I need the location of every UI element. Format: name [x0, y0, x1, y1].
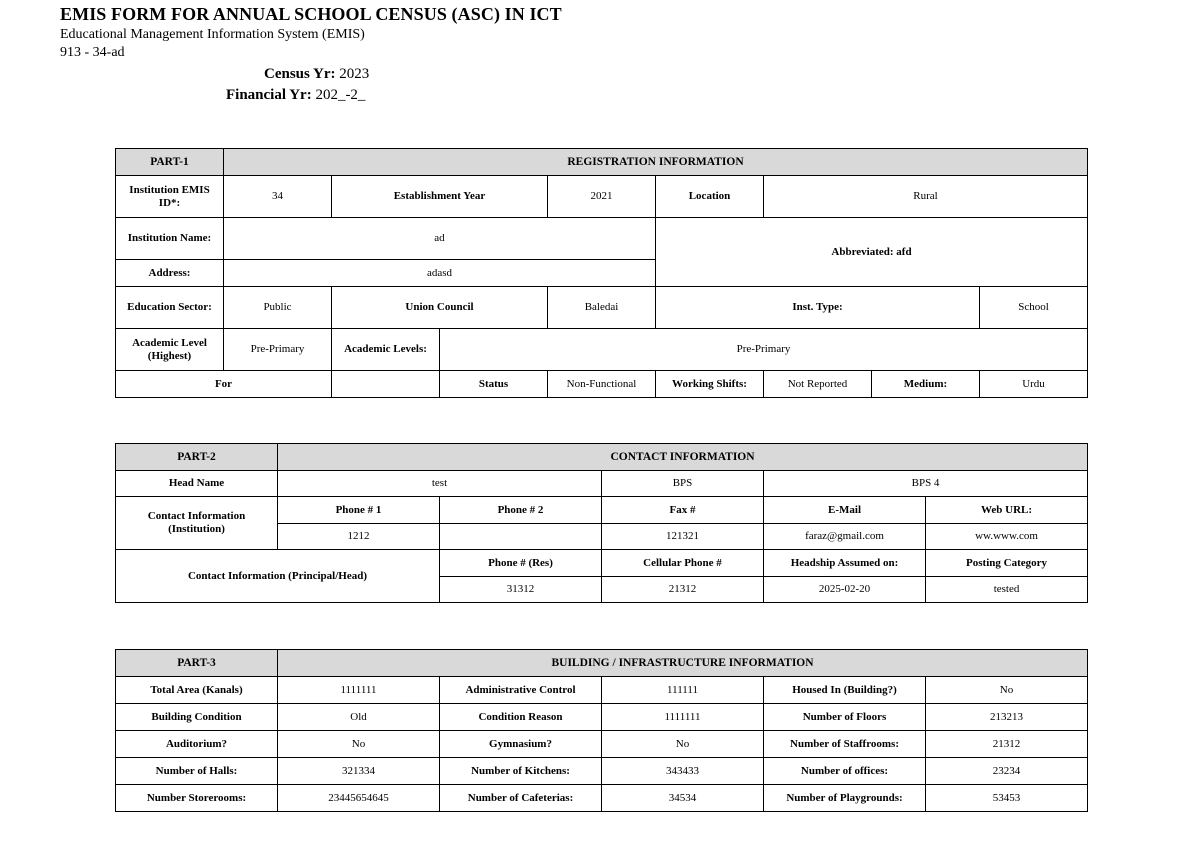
address-value: adasd	[224, 260, 656, 287]
infrastructure-table	[115, 649, 1088, 812]
education-sector-value: Public	[224, 287, 332, 329]
number-of-kitchens-value: 343433	[602, 758, 764, 785]
contact-head-label: Contact Information (Principal/Head)	[116, 550, 440, 603]
headship-assumed-value: 2025-02-20	[764, 577, 926, 603]
education-sector-label: Education Sector:	[116, 287, 224, 329]
medium-label: Medium:	[872, 371, 980, 398]
institution-name-label: Institution Name:	[116, 218, 224, 260]
part1-heading: REGISTRATION INFORMATION	[224, 149, 1088, 176]
gymnasium-value: No	[602, 731, 764, 758]
number-of-floors-value: 213213	[926, 704, 1088, 731]
condition-reason-value: 1111111	[602, 704, 764, 731]
part2-label: PART-2	[116, 444, 278, 471]
part3-label: PART-3	[116, 650, 278, 677]
auditorium-value: No	[278, 731, 440, 758]
phone-res-label: Phone # (Res)	[440, 550, 602, 577]
total-area-value: 1111111	[278, 677, 440, 704]
union-council-label: Union Council	[332, 287, 548, 329]
establishment-year-label: Establishment Year	[332, 176, 548, 218]
phone1-value: 1212	[278, 524, 440, 550]
fax-value: 121321	[602, 524, 764, 550]
establishment-year-value: 2021	[548, 176, 656, 218]
inst-type-label: Inst. Type:	[656, 287, 980, 329]
bps-value: BPS 4	[764, 471, 1088, 497]
head-name-label: Head Name	[116, 471, 278, 497]
gymnasium-label: Gymnasium?	[440, 731, 602, 758]
union-council-value: Baledai	[548, 287, 656, 329]
bps-label: BPS	[602, 471, 764, 497]
address-label: Address:	[116, 260, 224, 287]
census-year-label: Census Yr:	[264, 66, 336, 82]
building-condition-label: Building Condition	[116, 704, 278, 731]
number-of-offices-value: 23234	[926, 758, 1088, 785]
web-url-value: ww.www.com	[926, 524, 1088, 550]
census-year-value: 2023	[339, 66, 370, 82]
administrative-control-label: Administrative Control	[440, 677, 602, 704]
headship-assumed-label: Headship Assumed on:	[764, 550, 926, 577]
contact-institution-label: Contact Information (Institution)	[116, 497, 278, 550]
status-value: Non-Functional	[548, 371, 656, 398]
financial-year-value: 202_-2_	[315, 87, 366, 103]
institution-name-value: ad	[224, 218, 656, 260]
number-storerooms-value: 23445654645	[278, 785, 440, 812]
phone2-label: Phone # 2	[440, 497, 602, 524]
form-subtitle: Educational Management Information System (EMIS)	[60, 27, 365, 42]
medium-value: Urdu	[980, 371, 1088, 398]
head-name-value: test	[278, 471, 602, 497]
financial-year	[226, 87, 365, 104]
working-shifts-label: Working Shifts:	[656, 371, 764, 398]
number-of-cafeterias-label: Number of Cafeterias:	[440, 785, 602, 812]
part3-heading: BUILDING / INFRASTRUCTURE INFORMATION	[278, 650, 1088, 677]
housed-in-label: Housed In (Building?)	[764, 677, 926, 704]
form-title: EMIS FORM FOR ANNUAL SCHOOL CENSUS (ASC) IN ICT	[60, 4, 562, 24]
posting-category-value: tested	[926, 577, 1088, 603]
working-shifts-value: Not Reported	[764, 371, 872, 398]
table-row	[116, 785, 1088, 812]
number-of-staffrooms-value: 21312	[926, 731, 1088, 758]
abbreviated-name: Abbreviated: afd	[656, 218, 1088, 287]
table-row	[116, 704, 1088, 731]
contact-table	[115, 443, 1088, 603]
number-of-halls-value: 321334	[278, 758, 440, 785]
web-url-label: Web URL:	[926, 497, 1088, 524]
academic-levels-value: Pre-Primary	[440, 329, 1088, 371]
cellular-phone-value: 21312	[602, 577, 764, 603]
financial-year-label: Financial Yr:	[226, 87, 312, 103]
phone-res-value: 31312	[440, 577, 602, 603]
condition-reason-label: Condition Reason	[440, 704, 602, 731]
administrative-control-value: 111111	[602, 677, 764, 704]
number-of-playgrounds-value: 53453	[926, 785, 1088, 812]
number-of-staffrooms-label: Number of Staffrooms:	[764, 731, 926, 758]
academic-levels-label: Academic Levels:	[332, 329, 440, 371]
auditorium-label: Auditorium?	[116, 731, 278, 758]
location-value: Rural	[764, 176, 1088, 218]
number-of-floors-label: Number of Floors	[764, 704, 926, 731]
part2-heading: CONTACT INFORMATION	[278, 444, 1088, 471]
registration-table	[115, 148, 1088, 398]
part1-label: PART-1	[116, 149, 224, 176]
fax-label: Fax #	[602, 497, 764, 524]
number-storerooms-label: Number Storerooms:	[116, 785, 278, 812]
census-year	[264, 66, 369, 83]
cellular-phone-label: Cellular Phone #	[602, 550, 764, 577]
table-row	[116, 731, 1088, 758]
number-of-kitchens-label: Number of Kitchens:	[440, 758, 602, 785]
academic-level-label: Academic Level (Highest)	[116, 329, 224, 371]
for-value	[332, 371, 440, 398]
emis-id-label: Institution EMIS ID*:	[116, 176, 224, 218]
number-of-cafeterias-value: 34534	[602, 785, 764, 812]
email-value: faraz@gmail.com	[764, 524, 926, 550]
document-header	[60, 4, 562, 61]
status-label: Status	[440, 371, 548, 398]
location-label: Location	[656, 176, 764, 218]
posting-category-label: Posting Category	[926, 550, 1088, 577]
table-row	[116, 677, 1088, 704]
number-of-halls-label: Number of Halls:	[116, 758, 278, 785]
number-of-offices-label: Number of offices:	[764, 758, 926, 785]
housed-in-value: No	[926, 677, 1088, 704]
inst-type-value: School	[980, 287, 1088, 329]
form-code: 913 - 34-ad	[60, 45, 125, 60]
number-of-playgrounds-label: Number of Playgrounds:	[764, 785, 926, 812]
total-area-label: Total Area (Kanals)	[116, 677, 278, 704]
phone2-value	[440, 524, 602, 550]
phone1-label: Phone # 1	[278, 497, 440, 524]
academic-level-value: Pre-Primary	[224, 329, 332, 371]
building-condition-value: Old	[278, 704, 440, 731]
email-label: E-Mail	[764, 497, 926, 524]
for-label: For	[116, 371, 332, 398]
emis-id-value: 34	[224, 176, 332, 218]
table-row	[116, 758, 1088, 785]
